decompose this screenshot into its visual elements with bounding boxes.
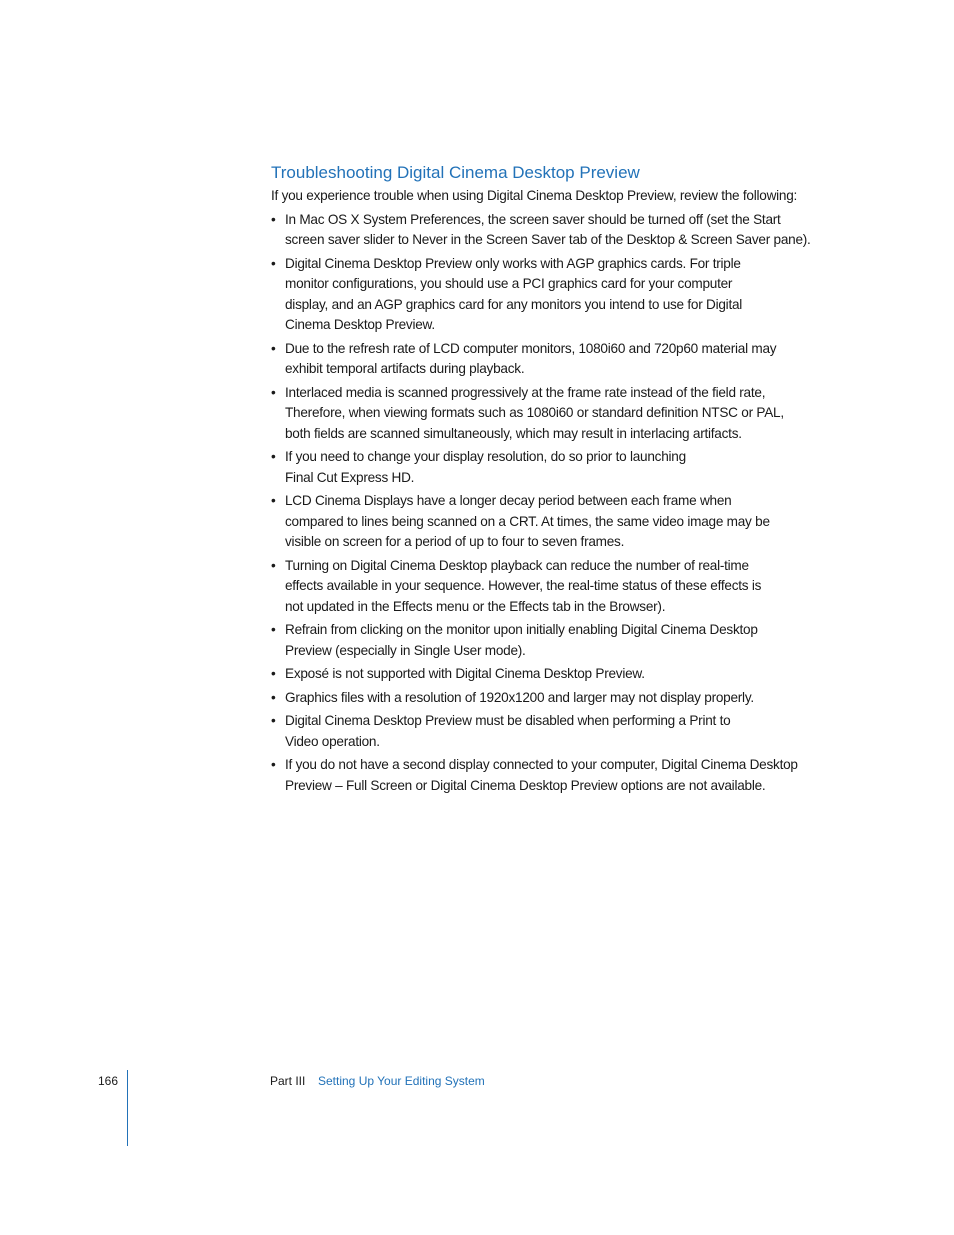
bullet-text-line: If you need to change your display resolution, do so prior to launching <box>285 449 686 465</box>
bullet-item <box>271 620 841 661</box>
intro-paragraph: If you experience trouble when using Digital Cinema Desktop Preview, review the following: <box>271 188 798 203</box>
bullet-item <box>271 688 841 709</box>
bullet-mark: • <box>271 757 276 773</box>
bullet-mark: • <box>271 557 276 573</box>
footer-vertical-rule <box>127 1070 128 1146</box>
bullet-item <box>271 491 841 553</box>
bullet-text-line: effects available in your sequence. However, the real-time status of these effects is <box>285 578 762 594</box>
bullet-text-line: Turning on Digital Cinema Desktop playback can reduce the number of real-time <box>285 557 749 573</box>
bullet-mark: • <box>271 622 276 638</box>
section-heading: Troubleshooting Digital Cinema Desktop Preview <box>271 163 640 182</box>
bullet-item <box>271 339 841 380</box>
bullet-mark: • <box>271 255 276 271</box>
bullet-item <box>271 210 841 251</box>
bullet-text-line: If you do not have a second display connected to your computer, Digital Cinema Desktop <box>285 757 798 773</box>
bullet-text-line: both fields are scanned simultaneously, which may result in interlacing artifacts. <box>285 425 742 441</box>
bullet-text-line: Preview – Full Screen or Digital Cinema Desktop Preview options are not available. <box>285 777 766 793</box>
page-number: 166 <box>98 1074 119 1088</box>
bullet-text-line: Refrain from clicking on the monitor upon initially enabling Digital Cinema Desktop <box>285 622 758 638</box>
bullet-item <box>271 556 841 618</box>
bullet-text-line: Video operation. <box>285 733 380 749</box>
bullet-text-line: not updated in the Effects menu or the Effects tab in the Browser). <box>285 599 666 615</box>
bullet-mark: • <box>271 689 276 705</box>
bullet-text-line: visible on screen for a period of up to four to seven frames. <box>285 534 625 550</box>
bullet-text-line: Digital Cinema Desktop Preview must be disabled when performing a Print to <box>285 713 731 729</box>
bullet-text-line: Cinema Desktop Preview. <box>285 317 435 333</box>
bullet-item <box>271 711 841 752</box>
bullet-text-line: Digital Cinema Desktop Preview only works with AGP graphics cards. For triple <box>285 255 741 271</box>
bullet-text-line: Graphics files with a resolution of 1920x1200 and larger may not display properly. <box>285 689 754 705</box>
bullet-text-line: In Mac OS X System Preferences, the screen saver should be turned off (set the Start <box>285 211 781 227</box>
bullet-text-line: Interlaced media is scanned progressively at the frame rate instead of the field rate, <box>285 384 766 400</box>
footer-part-label: Part III <box>270 1074 306 1088</box>
bullet-text-line: Preview (especially in Single User mode). <box>285 643 526 659</box>
bullet-text-line: monitor configurations, you should use a PCI graphics card for your computer <box>285 276 733 292</box>
bullet-text-line: LCD Cinema Displays have a longer decay period between each frame when <box>285 493 732 509</box>
bullet-mark: • <box>271 384 276 400</box>
bullet-text-line: screen saver slider to Never in the Screen Saver tab of the Desktop & Screen Saver pane). <box>285 232 811 248</box>
bullet-text-line: Exposé is not supported with Digital Cinema Desktop Preview. <box>285 666 645 682</box>
bullet-text-line: exhibit temporal artifacts during playback. <box>285 361 525 377</box>
bullet-text-line: Final Cut Express HD. <box>285 469 415 485</box>
bullet-item <box>271 447 841 488</box>
bullet-text-line: Therefore, when viewing formats such as 1080i60 or standard definition NTSC or PAL, <box>285 405 784 421</box>
bullet-mark: • <box>271 493 276 509</box>
bullet-text-line: compared to lines being scanned on a CRT. At times, the same video image may be <box>285 513 770 529</box>
bullet-item <box>271 254 841 336</box>
bullet-mark: • <box>271 449 276 465</box>
bullet-mark: • <box>271 340 276 356</box>
troubleshooting-section <box>271 162 841 799</box>
bullet-text-line: Due to the refresh rate of LCD computer monitors, 1080i60 and 720p60 material may <box>285 340 777 356</box>
troubleshooting-bullet-list <box>271 210 841 797</box>
bullet-item <box>271 664 841 685</box>
footer-part-title: Setting Up Your Editing System <box>318 1074 485 1088</box>
bullet-item <box>271 755 841 796</box>
bullet-mark: • <box>271 666 276 682</box>
bullet-mark: • <box>271 211 276 227</box>
bullet-mark: • <box>271 713 276 729</box>
page-footer <box>0 1072 954 1092</box>
bullet-item <box>271 383 841 445</box>
bullet-text-line: display, and an AGP graphics card for any monitors you intend to use for Digital <box>285 296 743 312</box>
